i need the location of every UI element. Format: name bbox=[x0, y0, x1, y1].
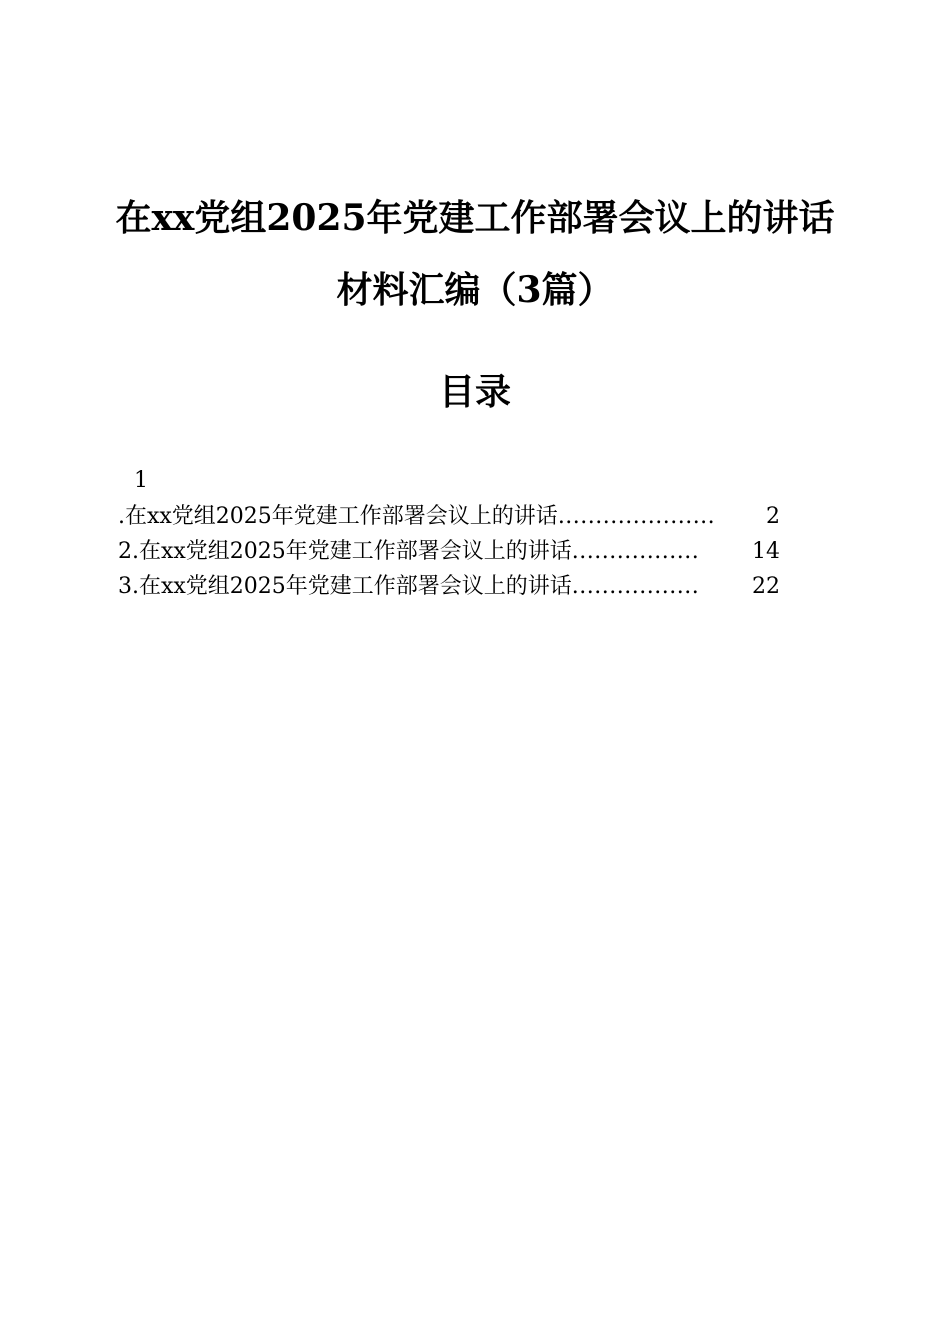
toc-entry-title: .在xx党组2025年党建工作部署会议上的讲话 bbox=[118, 504, 558, 529]
toc-entry[interactable] bbox=[118, 500, 780, 534]
toc-heading: 目录 bbox=[438, 371, 511, 413]
toc-page-number: 22 bbox=[752, 574, 780, 599]
toc-entry-title: 2.在xx党组2025年党建工作部署会议上的讲话 bbox=[118, 539, 572, 564]
toc-page-number: 14 bbox=[752, 539, 780, 564]
toc-leader-dots: ................. bbox=[571, 539, 700, 564]
toc-entry-number: 1 bbox=[134, 468, 148, 493]
toc-entry-title: 3.在xx党组2025年党建工作部署会议上的讲话 bbox=[118, 574, 572, 599]
toc-leader-dots: ................. bbox=[571, 574, 700, 599]
toc-leader-dots: ..................... bbox=[557, 504, 716, 529]
toc-entry[interactable] bbox=[118, 570, 780, 604]
document-title-line-1: 在xx党组2025年党建工作部署会议上的讲话 bbox=[115, 197, 835, 239]
toc-page-number: 2 bbox=[766, 504, 780, 529]
document-title-line-2: 材料汇编（3篇） bbox=[336, 269, 614, 311]
toc-entry[interactable] bbox=[118, 535, 780, 569]
